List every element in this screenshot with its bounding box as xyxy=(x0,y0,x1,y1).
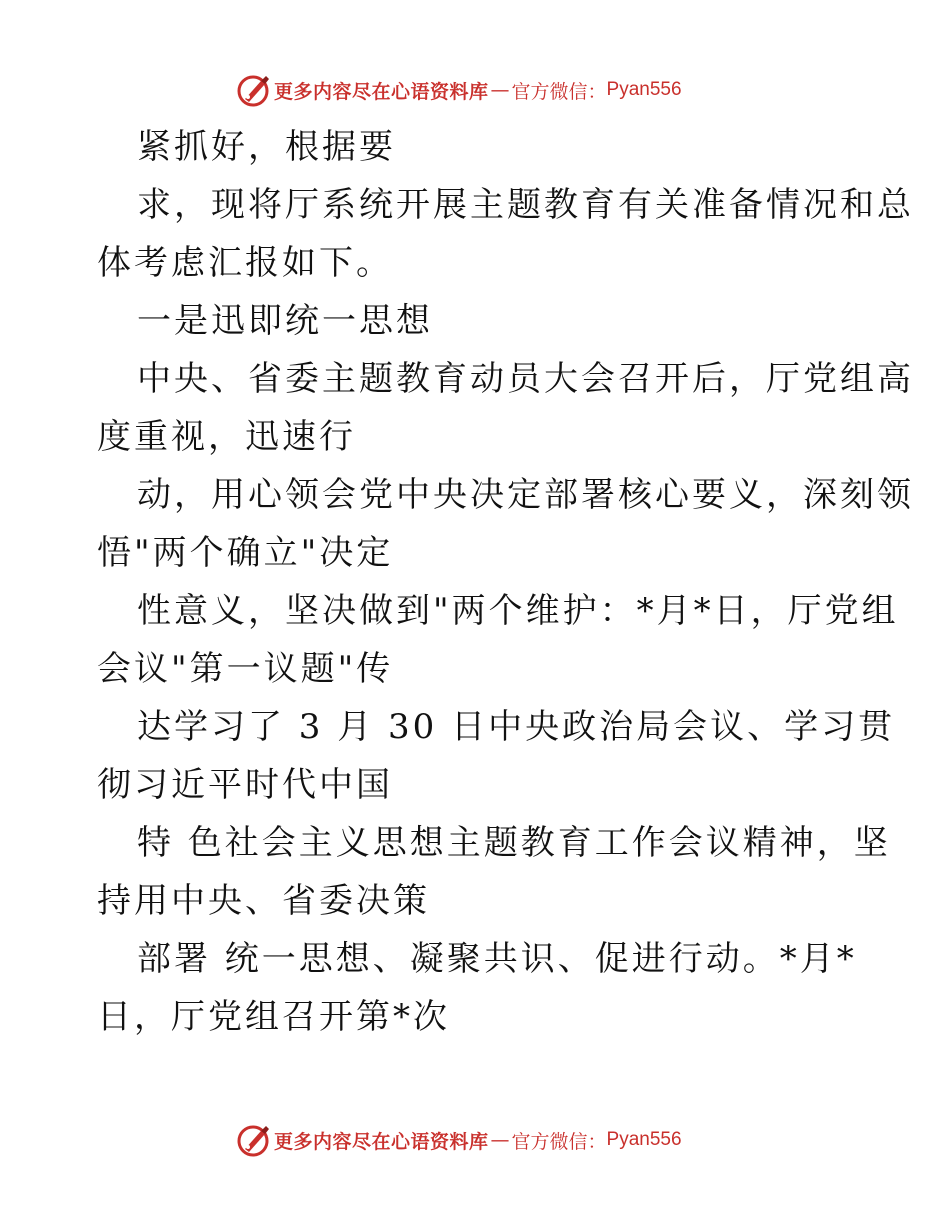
text-line: 紧抓好，根据要 xyxy=(137,127,396,167)
text-line: 度重视，迅速行 xyxy=(97,417,356,457)
text-line: 持用中央、省委决策 xyxy=(97,881,430,921)
banner-wechat-label: 官方微信： xyxy=(511,1130,607,1153)
banner-dash: — xyxy=(490,1129,510,1151)
logo-pen-icon xyxy=(236,72,272,108)
banner-wechat-label: 官方微信： xyxy=(511,80,607,103)
text-line: 中央、省委主题教育动员大会召开后，厅党组高 xyxy=(137,359,914,399)
footer-banner xyxy=(236,1122,682,1158)
text-line: 体考虑汇报如下。 xyxy=(97,243,393,283)
text-line: 部署 统一思想、凝聚共识、促进行动。*月* xyxy=(137,939,857,979)
text-line: 性意义，坚决做到"两个维护：*月*日，厅党组 xyxy=(137,591,899,631)
banner-wechat-id: Pyan556 xyxy=(606,1129,682,1150)
header-banner xyxy=(236,72,682,108)
text-line: 动，用心领会党中央决定部署核心要义，深刻领 xyxy=(137,475,914,515)
text-line: 彻习近平时代中国 xyxy=(97,765,393,805)
logo-pen-icon xyxy=(236,1122,272,1158)
banner-wechat-id: Pyan556 xyxy=(606,79,682,100)
text-line: 达学习了 3 月 30 日中央政治局会议、学习贯 xyxy=(137,707,896,747)
text-line: 特 色社会主义思想主题教育工作会议精神，坚 xyxy=(137,823,891,863)
banner-slogan: 更多内容尽在心语资料库 xyxy=(274,80,489,103)
text-line: 会议"第一议题"传 xyxy=(97,649,394,689)
text-line: 一是迅即统一思想 xyxy=(137,301,433,341)
text-line: 日，厅党组召开第*次 xyxy=(97,997,450,1037)
document-body xyxy=(97,118,914,1046)
banner-slogan: 更多内容尽在心语资料库 xyxy=(274,1130,489,1153)
banner-dash: — xyxy=(490,79,510,101)
text-line: 悟"两个确立"决定 xyxy=(97,533,394,573)
text-line: 求，现将厅系统开展主题教育有关准备情况和总 xyxy=(137,185,914,225)
